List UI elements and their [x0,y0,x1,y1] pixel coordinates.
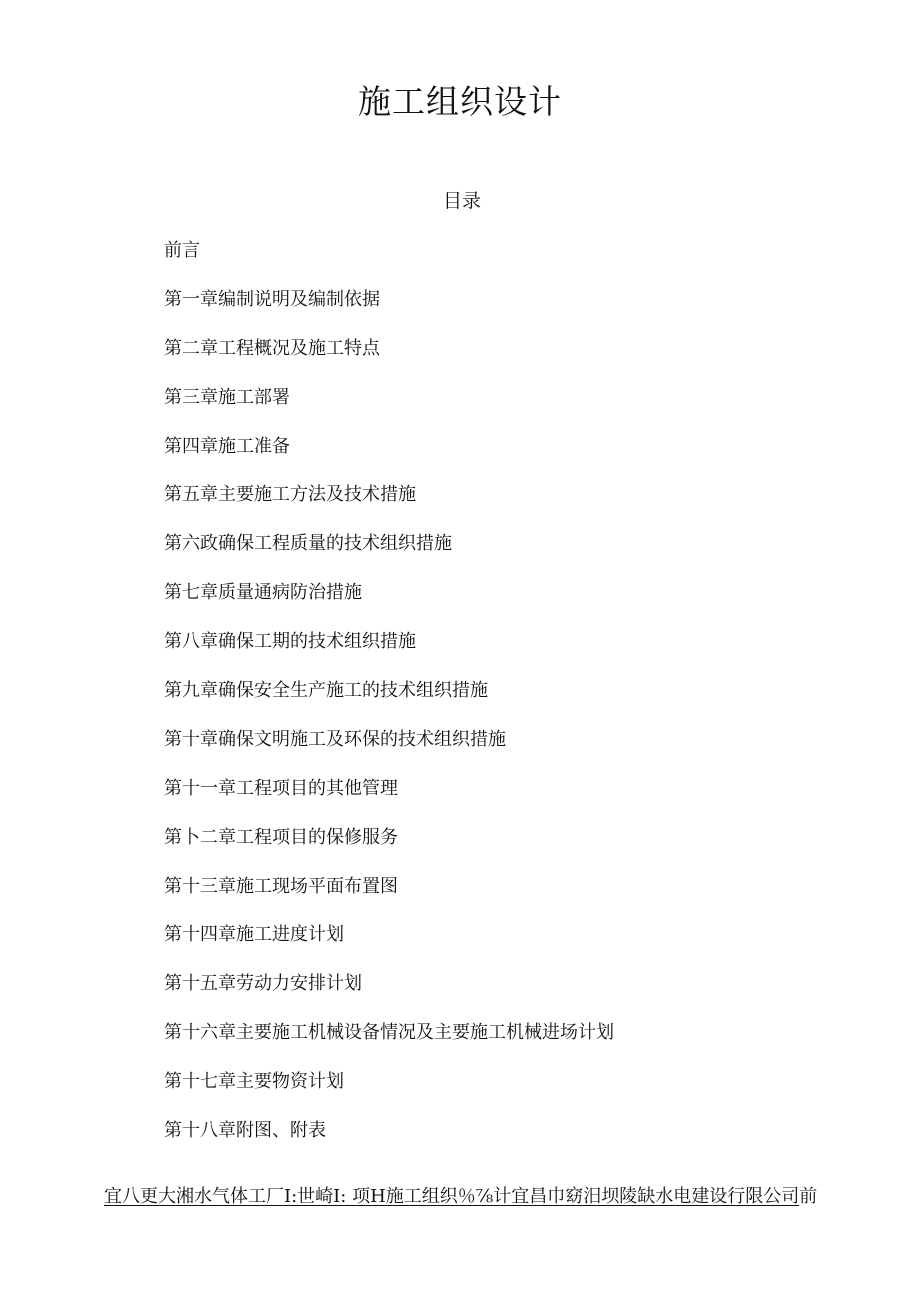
toc-item: 第卜二章工程项目的保修服务 [164,826,398,848]
footer-running-header: 宜八更大湘水气体工厂I:世崎I: 项H施工组织％⅞计宜昌巾窈汨坝陵缺水电建设行限公司 [104,1186,800,1207]
toc-heading: 目录 [442,190,481,212]
toc-item: 第十七章主要物资计划 [164,1071,344,1093]
table-of-contents [164,238,864,1167]
toc-item: 第三章施工部署 [164,386,290,408]
page-footer [104,1184,824,1210]
toc-item: 第六政确保工程质量的技术组织措施 [164,533,452,555]
toc-item: 第二章工程概况及施工特点 [164,337,380,359]
toc-item: 第十三章施工现场平面布置图 [164,875,398,897]
document-title: 施工组织设计 [358,82,562,121]
toc-item: 第十五章劳动力安排计划 [164,973,362,995]
toc-item: 第十八章附图、附表 [164,1120,326,1142]
footer-trailing-text: 前 [799,1186,818,1207]
toc-item: 第四章施工准备 [164,435,290,457]
toc-item: 第十章确保文明施工及环保的技术组织措施 [164,728,506,750]
toc-item: 第十六章主要施工机械设备情况及主要施工机械进场计划 [164,1022,614,1044]
toc-item: 前言 [164,240,200,261]
toc-item: 第七章质量通病防治措施 [164,582,362,604]
toc-item: 第十一章工程项目的其他管理 [164,777,398,799]
toc-item: 第九章确保安全生产施工的技术组织措施 [164,680,488,702]
toc-item: 第十四章施工进度计划 [164,924,344,946]
toc-item: 第八章确保工期的技术组织措施 [164,631,416,653]
toc-item: 第五章主要施工方法及技术措施 [164,484,416,506]
toc-item: 第一章编制说明及编制依据 [164,288,380,310]
